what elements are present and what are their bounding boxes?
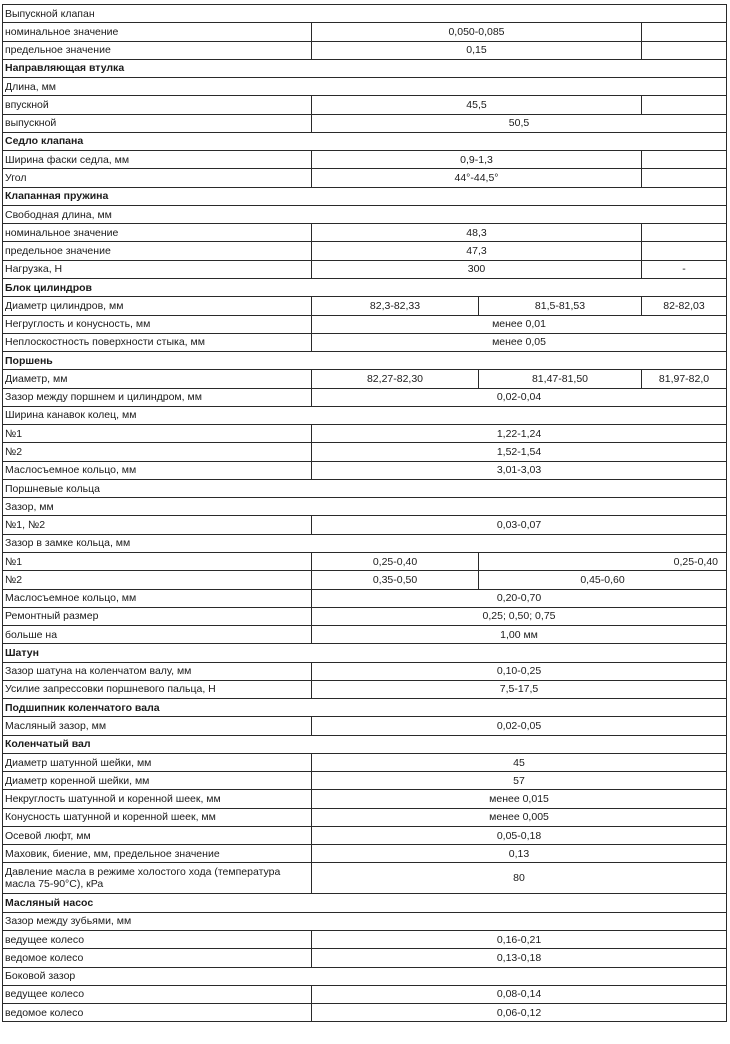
row-label: впускной: [3, 96, 312, 114]
table-row: [3, 315, 727, 333]
row-label: предельное значение: [3, 41, 312, 59]
row-value: 45,5: [312, 96, 642, 114]
table-row: [3, 863, 727, 894]
section-header: [3, 894, 727, 912]
row-value-1: 0,25-0,40: [312, 552, 479, 570]
row-value: 0,10-0,25: [312, 662, 727, 680]
table-row: [3, 772, 727, 790]
row-label: ведущее колесо: [3, 985, 312, 1003]
table-row: [3, 912, 727, 930]
row-value-3: 82-82,03: [642, 297, 727, 315]
row-value: 44°-44,5°: [312, 169, 642, 187]
empty-cell: [642, 151, 727, 169]
section-header: [3, 735, 727, 753]
section-title: Шатун: [3, 644, 727, 662]
row-label: Негруглость и конусность, мм: [3, 315, 312, 333]
section-header: [3, 352, 727, 370]
row-value: 0,03-0,07: [312, 516, 727, 534]
row-label: ведомое колесо: [3, 1004, 312, 1022]
row-value: 0,02-0,04: [312, 388, 727, 406]
section-title: Масляный насос: [3, 894, 727, 912]
row-value: 57: [312, 772, 727, 790]
table-row: [3, 717, 727, 735]
table-row: [3, 1004, 727, 1022]
table-row: [3, 151, 727, 169]
row-value: менее 0,005: [312, 808, 727, 826]
engine-spec-table: [2, 4, 727, 1022]
row-label: Ремонтный размер: [3, 607, 312, 625]
row-value: 45: [312, 753, 727, 771]
row-label: больше на: [3, 626, 312, 644]
row-label: номинальное значение: [3, 224, 312, 242]
row-label: Некруглость шатунной и коренной шеек, мм: [3, 790, 312, 808]
table-row: [3, 205, 727, 223]
row-value: 0,25; 0,50; 0,75: [312, 607, 727, 625]
row-label: Маслосъемное кольцо, мм: [3, 461, 312, 479]
table-row: [3, 96, 727, 114]
row-value: 0,9-1,3: [312, 151, 642, 169]
table-row: [3, 808, 727, 826]
row-value: менее 0,01: [312, 315, 727, 333]
section-title: Подшипник коленчатого вала: [3, 699, 727, 717]
row-label: Ширина канавок колец, мм: [3, 406, 727, 424]
row-value-3: 81,97-82,0: [642, 370, 727, 388]
row-value-2: 81,47-81,50: [479, 370, 642, 388]
table-row: [3, 297, 727, 315]
row-value-2: 0,45-0,60: [479, 571, 727, 589]
table-row: [3, 931, 727, 949]
empty-cell: [642, 242, 727, 260]
table-row: [3, 949, 727, 967]
row-label: Диаметр цилиндров, мм: [3, 297, 312, 315]
section-title: Блок цилиндров: [3, 278, 727, 296]
row-label: №1: [3, 425, 312, 443]
table-row: [3, 498, 727, 516]
section-title: Коленчатый вал: [3, 735, 727, 753]
row-label: Свободная длина, мм: [3, 205, 727, 223]
section-header: [3, 59, 727, 77]
row-value: 0,13-0,18: [312, 949, 727, 967]
row-label: Боковой зазор: [3, 967, 727, 985]
table-row: [3, 680, 727, 698]
row-value: 7,5-17,5: [312, 680, 727, 698]
row-label: №2: [3, 571, 312, 589]
row-label: №2: [3, 443, 312, 461]
table-row: [3, 626, 727, 644]
row-label: выпускной: [3, 114, 312, 132]
row-label: Длина, мм: [3, 78, 727, 96]
row-value: 50,5: [312, 114, 727, 132]
row-value-3: -: [642, 260, 727, 278]
row-label: Нагрузка, Н: [3, 260, 312, 278]
row-label: №1, №2: [3, 516, 312, 534]
table-row: [3, 169, 727, 187]
table-row: [3, 790, 727, 808]
table-row: [3, 443, 727, 461]
table-row: [3, 23, 727, 41]
row-label: Зазор между поршнем и цилиндром, мм: [3, 388, 312, 406]
row-value: 1,22-1,24: [312, 425, 727, 443]
table-row: [3, 967, 727, 985]
section-header: [3, 132, 727, 150]
row-label: номинальное значение: [3, 23, 312, 41]
table-row: [3, 78, 727, 96]
row-label: Зазор, мм: [3, 498, 727, 516]
row-value: менее 0,015: [312, 790, 727, 808]
row-value: 0,05-0,18: [312, 826, 727, 844]
row-label: ведомое колесо: [3, 949, 312, 967]
row-label: Давление масла в режиме холостого хода (температура масла 75-90°С), кРа: [3, 863, 312, 894]
row-label: Диаметр, мм: [3, 370, 312, 388]
row-value: 0,16-0,21: [312, 931, 727, 949]
row-value: 3,01-3,03: [312, 461, 727, 479]
empty-cell: [642, 41, 727, 59]
section-title: Седло клапана: [3, 132, 727, 150]
row-label: предельное значение: [3, 242, 312, 260]
table-row: [3, 41, 727, 59]
table-row: [3, 406, 727, 424]
row-label: Угол: [3, 169, 312, 187]
row-label: Зазор в замке кольца, мм: [3, 534, 727, 552]
table-row: [3, 333, 727, 351]
table-row: [3, 552, 727, 570]
row-label: Маховик, биение, мм, предельное значение: [3, 845, 312, 863]
empty-cell: [642, 224, 727, 242]
row-value-2: 0,25-0,40: [479, 552, 727, 570]
table-row: [3, 571, 727, 589]
section-header: [3, 644, 727, 662]
empty-cell: [642, 96, 727, 114]
section-title: Поршень: [3, 352, 727, 370]
row-label: Поршневые кольца: [3, 479, 727, 497]
table-row: [3, 224, 727, 242]
table-row: [3, 370, 727, 388]
empty-cell: [642, 23, 727, 41]
table-row: [3, 589, 727, 607]
table-row: [3, 5, 727, 23]
table-row: [3, 753, 727, 771]
table-row: [3, 516, 727, 534]
row-label: Диаметр коренной шейки, мм: [3, 772, 312, 790]
row-value: 0,050-0,085: [312, 23, 642, 41]
row-value: 0,13: [312, 845, 727, 863]
row-value: 0,20-0,70: [312, 589, 727, 607]
row-value: 48,3: [312, 224, 642, 242]
table-row: [3, 607, 727, 625]
row-value: 0,08-0,14: [312, 985, 727, 1003]
row-label: Масляный зазор, мм: [3, 717, 312, 735]
row-value: менее 0,05: [312, 333, 727, 351]
row-label: ведущее колесо: [3, 931, 312, 949]
row-value: 0,15: [312, 41, 642, 59]
row-value-1: 0,35-0,50: [312, 571, 479, 589]
table-row: [3, 662, 727, 680]
row-label: Зазор шатуна на коленчатом валу, мм: [3, 662, 312, 680]
row-label: Зазор между зубьями, мм: [3, 912, 727, 930]
table-row: [3, 479, 727, 497]
row-label: Усилие запрессовки поршневого пальца, Н: [3, 680, 312, 698]
row-value: 47,3: [312, 242, 642, 260]
section-header: [3, 699, 727, 717]
row-value: 300: [312, 260, 642, 278]
section-header: [3, 187, 727, 205]
table-row: [3, 242, 727, 260]
row-label: Осевой люфт, мм: [3, 826, 312, 844]
table-row: [3, 260, 727, 278]
row-value: 0,02-0,05: [312, 717, 727, 735]
row-label: Маслосъемное кольцо, мм: [3, 589, 312, 607]
row-value-1: 82,3-82,33: [312, 297, 479, 315]
table-row: [3, 425, 727, 443]
table-row: [3, 826, 727, 844]
empty-cell: [642, 169, 727, 187]
row-label: Неплоскостность поверхности стыка, мм: [3, 333, 312, 351]
row-value: 1,00 мм: [312, 626, 727, 644]
row-value-1: 82,27-82,30: [312, 370, 479, 388]
table-row: [3, 114, 727, 132]
row-value: 80: [312, 863, 727, 894]
row-label: Выпускной клапан: [3, 5, 727, 23]
row-value-2: 81,5-81,53: [479, 297, 642, 315]
section-title: Клапанная пружина: [3, 187, 727, 205]
table-row: [3, 388, 727, 406]
table-row: [3, 461, 727, 479]
row-value: 1,52-1,54: [312, 443, 727, 461]
row-label: Диаметр шатунной шейки, мм: [3, 753, 312, 771]
table-row: [3, 534, 727, 552]
row-label: Ширина фаски седла, мм: [3, 151, 312, 169]
table-row: [3, 985, 727, 1003]
row-label: №1: [3, 552, 312, 570]
table-row: [3, 845, 727, 863]
section-header: [3, 278, 727, 296]
row-value: 0,06-0,12: [312, 1004, 727, 1022]
section-title: Направляющая втулка: [3, 59, 727, 77]
row-label: Конусность шатунной и коренной шеек, мм: [3, 808, 312, 826]
